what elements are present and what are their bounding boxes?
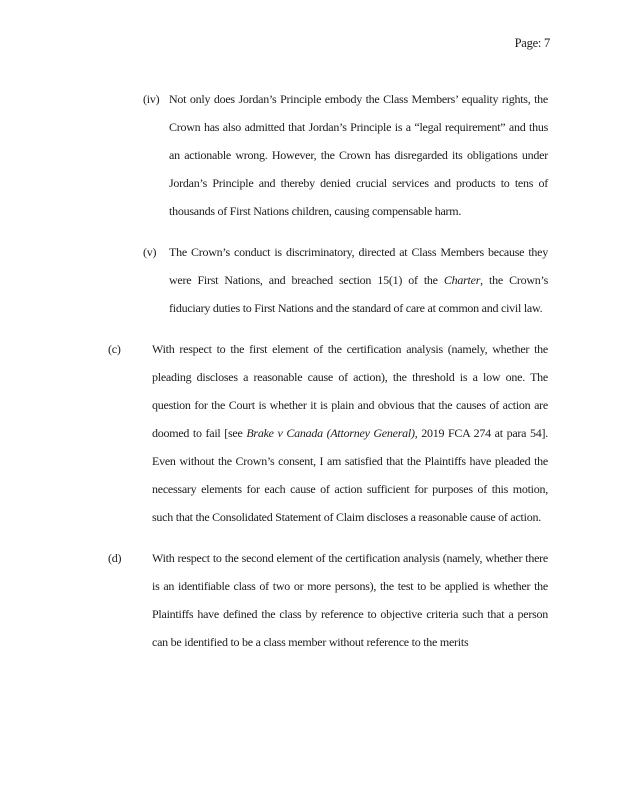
paragraph	[108, 335, 548, 531]
text-segment: With respect to the second element of the certification analysis (namely, whether there is an identifiable class of two or more persons), the test to be applied is whether the Plaintiffs have defined the class by reference to objective criteria such that a person can be identified to be a class member without reference to the merits	[152, 551, 548, 649]
italic-text-segment: Charter	[443, 273, 481, 287]
paragraph-text	[152, 335, 548, 531]
paragraph-marker: (c)	[108, 342, 121, 356]
text-segment: With respect to the first element of the certification analysis (namely, whether the pleading discloses a reasonable cause of action), the threshold is a low one. The question for the Court is whether it is plain and obvious that the causes of action are doomed to fail [see	[152, 342, 548, 440]
italic-text-segment: Brake v Canada (Attorney General)	[246, 426, 415, 440]
document-body	[0, 85, 623, 656]
paragraph-text	[169, 238, 548, 322]
paragraph-text	[169, 85, 548, 225]
paragraph-marker: (v)	[143, 245, 157, 259]
paragraph	[108, 544, 548, 656]
text-segment: Not only does Jordan’s Principle embody the Class Members’ equality rights, the Crown has also admitted that Jordan’s Principle is a “legal requirement” and thus an actionable wrong. However, the Crown has disregarded its obligations under Jordan’s Principle and thereby denied crucial services and products to tens of thousands of First Nations children, causing compensable harm.	[169, 92, 548, 218]
text-segment: , 2019 FCA 274 at para 54]. Even without the Crown’s consent, I am satisfied that the Plaintiffs have pleaded the necessary elements for each cause of action sufficient for purposes of this motion, such that the Consolidated Statement of Claim discloses a reasonable cause of action.	[152, 426, 548, 524]
paragraph-marker: (d)	[108, 551, 122, 565]
page-number: Page: 7	[514, 36, 550, 50]
paragraph-marker: (iv)	[143, 92, 160, 106]
text-segment: The Crown’s conduct is discriminatory, directed at Class Members because they were First Nations, and breached section 15(1) of the	[169, 245, 548, 287]
text-segment: , the Crown’s fiduciary duties to First Nations and the standard of care at common and civil law.	[169, 273, 548, 315]
paragraph	[143, 85, 548, 225]
paragraph-text	[152, 544, 548, 656]
paragraph	[143, 238, 548, 322]
